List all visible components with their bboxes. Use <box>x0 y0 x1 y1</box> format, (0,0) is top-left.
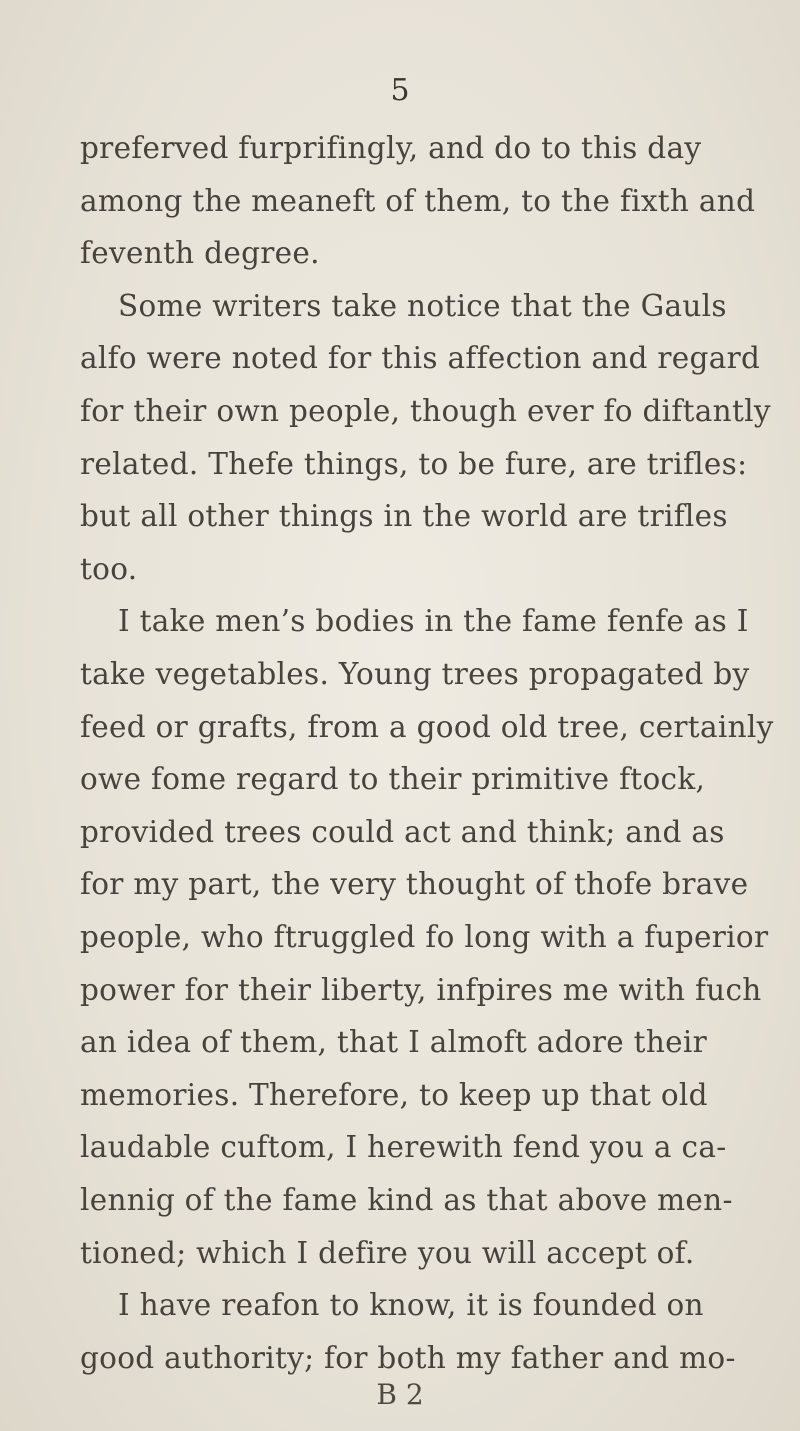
text-line: provided trees could act and think; and as <box>80 814 725 849</box>
paragraph-start-line: I take men’s bodies in the fame fenfe as I <box>118 604 749 639</box>
text-line: but all other things in the world are trifles <box>80 499 728 534</box>
text-line: owe fome regard to their primitive ftock, <box>80 762 706 797</box>
paragraph-start-line: I have reafon to know, it is founded on <box>118 1288 704 1323</box>
text-line: memories. Therefore, to keep up that old <box>80 1077 708 1112</box>
text-line: among the meaneft of them, to the fixth and <box>80 183 756 218</box>
paragraph-start-line: Some writers take notice that the Gauls <box>118 288 727 323</box>
text-line: laudable cuftom, I herewith fend you a ca- <box>80 1130 727 1165</box>
text-line: for my part, the very thought of thofe brave <box>80 867 749 902</box>
text-line: feventh degree. <box>80 236 320 271</box>
text-line: tioned; which I defire you will accept of. <box>80 1235 695 1270</box>
text-line: feed or grafts, from a good old tree, certainly <box>80 709 774 744</box>
text-line: lennig of the fame kind as that above men- <box>80 1183 733 1217</box>
text-line: too. <box>80 551 138 586</box>
text-line: related. Thefe things, to be fure, are trifles: <box>80 446 748 481</box>
text-line: people, who ftruggled fo long with a fuperior <box>80 920 769 954</box>
text-line: take vegetables. Young trees propagated by <box>80 657 750 691</box>
text-line: for their own people, though ever fo diftantly <box>80 394 771 428</box>
text-line: alfo were noted for this affection and regard <box>80 341 761 376</box>
text-line: an idea of them, that I almoft adore their <box>80 1025 708 1060</box>
text-line: good authority; for both my father and mo- <box>80 1340 736 1375</box>
page-number: 5 <box>390 73 410 108</box>
text-line: preferved furprifingly, and do to this day <box>80 131 702 165</box>
signature-mark: B 2 <box>376 1378 424 1411</box>
text-line: power for their liberty, infpires me with fuch <box>80 972 762 1007</box>
